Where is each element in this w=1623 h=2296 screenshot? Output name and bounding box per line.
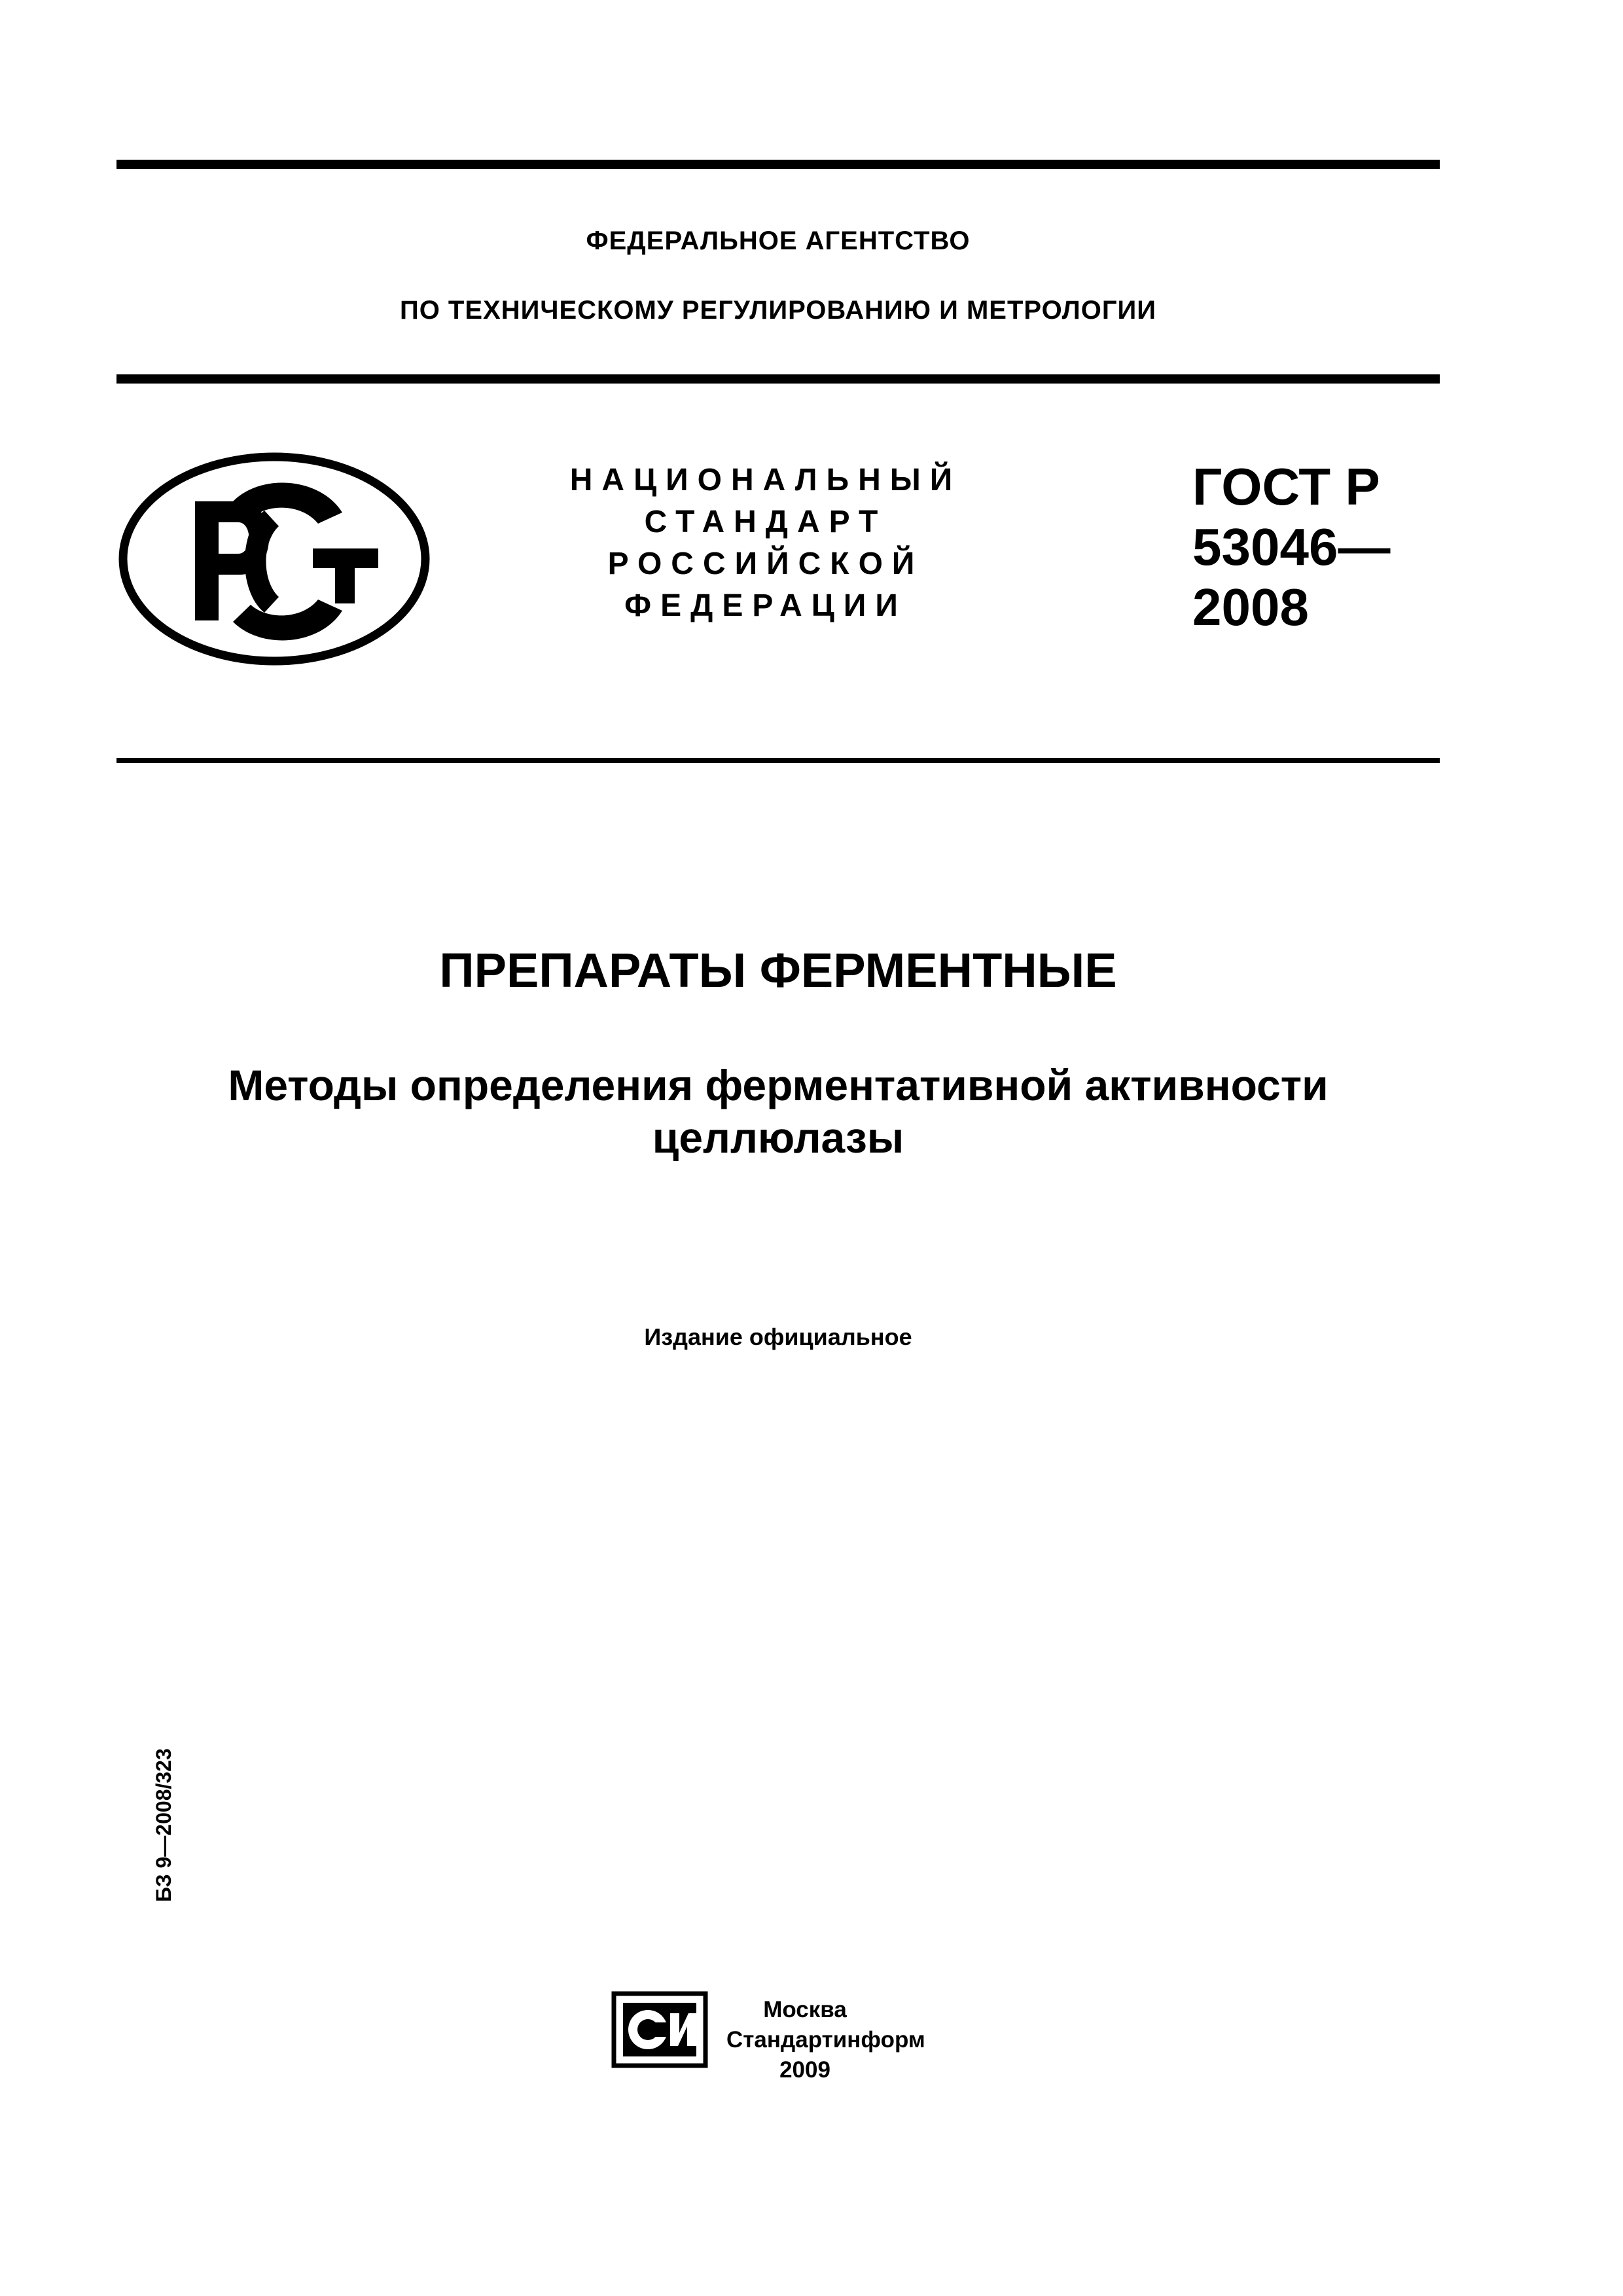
publisher-name: Стандартинформ: [726, 2027, 925, 2053]
gost-code-line-2: 53046—: [1192, 518, 1391, 576]
document-subtitle-line-1: Методы определения ферментативной активности: [228, 1061, 1329, 1109]
publisher-logo-icon: [610, 1990, 709, 2070]
document-title: ПРЕПАРАТЫ ФЕРМЕНТНЫЕ: [439, 943, 1117, 997]
gost-code-line-1: ГОСТ Р: [1192, 457, 1380, 516]
document-subtitle-line-2: целлюлазы: [652, 1113, 904, 1162]
standard-type-line-2: СТАНДАРТ: [644, 505, 887, 539]
gost-code-line-3: 2008: [1192, 578, 1309, 636]
side-code: БЗ 9—2008/323: [152, 1748, 175, 1902]
section-rule: [116, 758, 1440, 763]
agency-line-2: ПО ТЕХНИЧЕСКОМУ РЕГУЛИРОВАНИЮ И МЕТРОЛОГИИ: [399, 296, 1157, 325]
edition-label: Издание официальное: [644, 1323, 912, 1350]
header-rule: [116, 374, 1440, 384]
standard-type-line-4: ФЕДЕРАЦИИ: [624, 588, 907, 623]
top-rule: [116, 160, 1440, 169]
standard-type-line-1: НАЦИОНАЛЬНЫЙ: [569, 463, 962, 497]
agency-line-1: ФЕДЕРАЛЬНОЕ АГЕНТСТВО: [586, 226, 971, 255]
publisher-city: Москва: [763, 1997, 847, 2022]
publisher-year: 2009: [779, 2057, 830, 2083]
rst-logo-icon: [116, 450, 432, 668]
standard-type-line-3: РОССИЙСКОЙ: [607, 547, 924, 581]
